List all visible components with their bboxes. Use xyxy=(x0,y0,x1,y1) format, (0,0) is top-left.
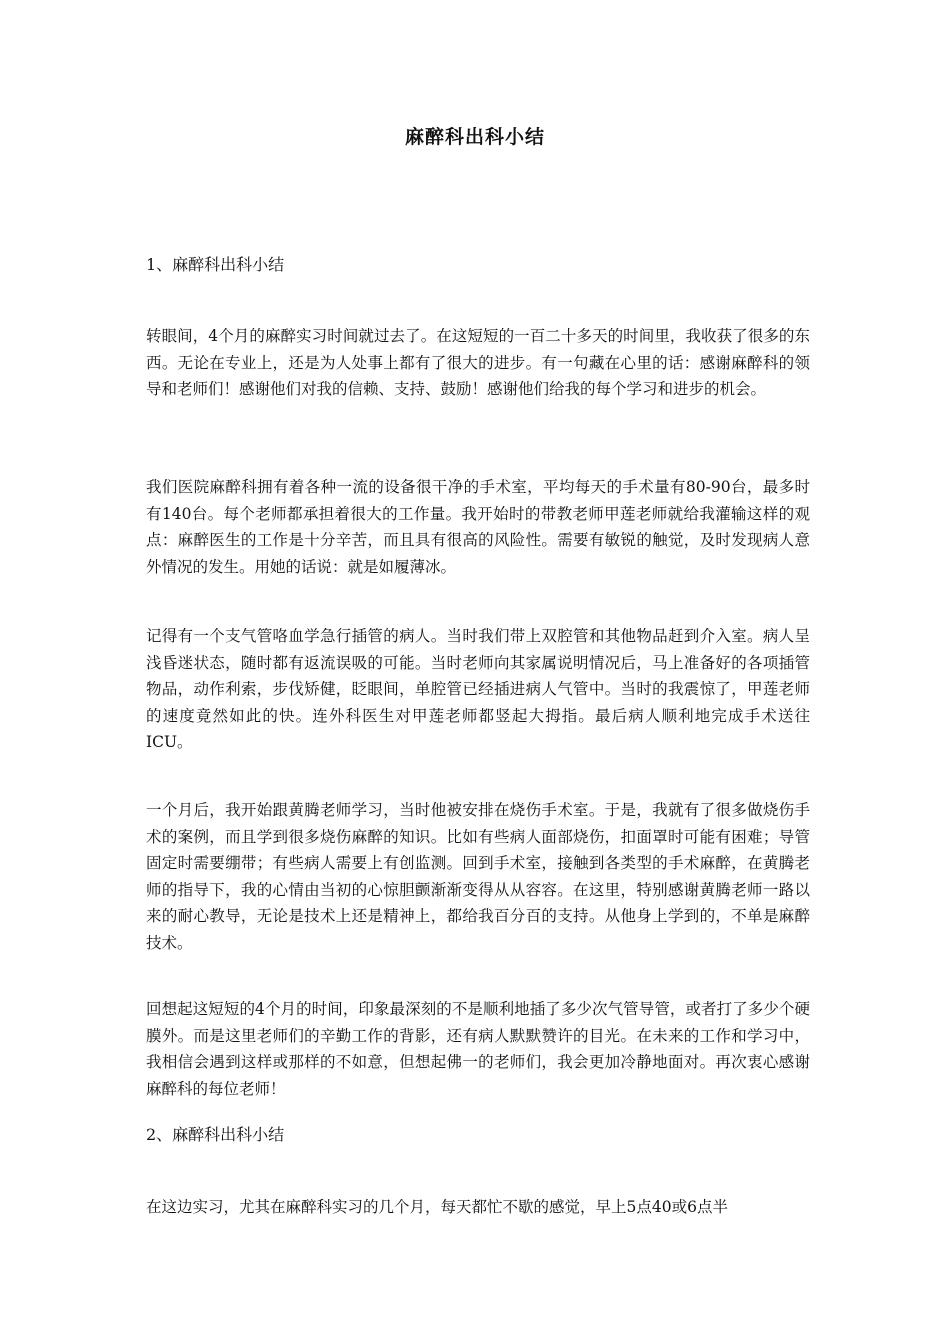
document-title: 麻醉科出科小结 xyxy=(404,126,545,148)
section-heading-1: 1、麻醉科出科小结 xyxy=(146,255,285,274)
paragraph-2-1: 在这边实习，尤其在麻醉科实习的几个月，每天都忙不歇的感觉，早上5点40或6点半 xyxy=(146,1198,728,1216)
paragraph-1-5: 回想起这短短的4个月的时间，印象最深刻的不是顺利地插了多少次气管导管，或者打了多少个硬膜外。而是这里老师们的辛勤工作的背影，还有病人默默赞许的目光。在未来的工作和学习中，我相信会遇到这样或那样的不如意，但想起佛一的老师们，我会更加冷静地面对。再次衷心感谢麻醉科的每位老师！ xyxy=(146,1000,810,1098)
paragraph-1-4: 一个月后，我开始跟黄腾老师学习，当时他被安排在烧伤手术室。于是，我就有了很多做烧伤手术的案例，而且学到很多烧伤麻醉的知识。比如有些病人面部烧伤，扣面罩时可能有困难；导管固定时需要绷带；有些病人需要上有创监测。回到手术室，接触到各类型的手术麻醉，在黄腾老师的指导下，我的心情由当初的心惊胆颤渐渐变得从从容容。在这里，特别感谢黄腾老师一路以来的耐心教导，无论是技术上还是精神上，都给我百分百的支持。从他身上学到的，不单是麻醉技术。 xyxy=(146,801,810,952)
section-heading-2: 2、麻醉科出科小结 xyxy=(146,1125,285,1144)
paragraph-1-3: 记得有一个支气管咯血学急行插管的病人。当时我们带上双腔管和其他物品赶到介入室。病人呈浅昏迷状态，随时都有返流误吸的可能。当时老师向其家属说明情况后，马上准备好的各项插管物品，动作利索，步伐矫健，眨眼间，单腔管已经插进病人气管中。当时的我震惊了，甲莲老师的速度竟然如此的快。连外科医生对甲莲老师都竖起大拇指。最后病人顺利地完成手术送往ICU。 xyxy=(146,627,810,751)
paragraph-1-2: 我们医院麻醉科拥有着各种一流的设备很干净的手术室，平均每天的手术量有80-90台，最多时有140台。每个老师都承担着很大的工作量。我开始时的带教老师甲莲老师就给我灌输这样的观点：麻醉医生的工作是十分辛苦，而且具有很高的风险性。需要有敏锐的触觉，及时发现病人意外情况的发生。用她的话说：就是如履薄冰。 xyxy=(146,478,810,576)
paragraph-1-1: 转眼间，4个月的麻醉实习时间就过去了。在这短短的一百二十多天的时间里，我收获了很多的东西。无论在专业上，还是为人处事上都有了很大的进步。有一句藏在心里的话：感谢麻醉科的领导和老师们！感谢他们对我的信赖、支持、鼓励！感谢他们给我的每个学习和进步的机会。 xyxy=(146,327,810,398)
